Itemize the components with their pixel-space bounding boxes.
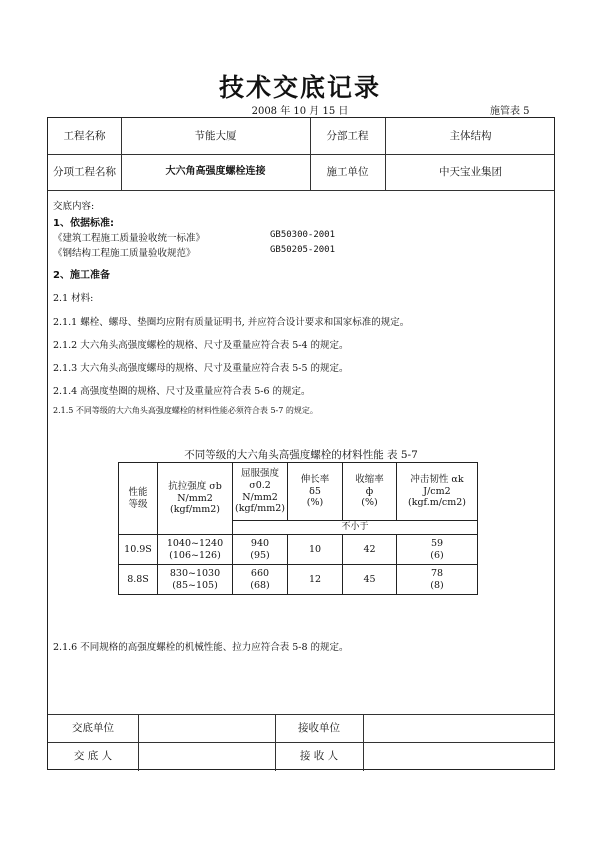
- row-impact: 59 (6): [397, 535, 478, 565]
- content-intro: 交底内容:: [53, 201, 95, 212]
- receiver-unit-label: 接收单位: [298, 722, 340, 734]
- form-number: 施管表 5: [490, 106, 530, 117]
- giver-unit-label: 交底单位: [72, 722, 114, 734]
- receiver-person-label: 接 收 人: [299, 750, 339, 762]
- row-reduction: 42: [343, 535, 397, 565]
- row-reduction: 45: [343, 565, 397, 595]
- row-tensile: 1040~1240 (106~126): [158, 535, 233, 565]
- division-label: 分部工程: [326, 130, 369, 142]
- col-header-impact: 冲击韧性 αk J/cm2 (kgf.m/cm2): [397, 463, 478, 521]
- col-header-elongation: 伸长率 δ5 (%): [288, 463, 343, 521]
- subitem-value: 大六角高强度螺栓连接: [165, 166, 266, 177]
- col-header-tensile: 抗拉强度 σb N/mm2 (kgf/mm2): [158, 463, 233, 535]
- col-header-yield: 屈服强度 σ0.2 N/mm2 (kgf/mm2): [233, 463, 288, 521]
- project-name-value: 节能大厦: [194, 130, 237, 142]
- receiver-person-field[interactable]: [363, 742, 556, 770]
- row-grade: 8.8S: [119, 565, 158, 595]
- paragraph-2-1-1: 2.1.1 螺栓、螺母、垫圈均应附有质量证明书, 并应符合设计要求和国家标准的规定。: [53, 317, 410, 328]
- project-name-label: 工程名称: [63, 130, 106, 142]
- paragraph-2-1-3: 2.1.3 大六角头高强度螺母的规格、尺寸及重量应符合表 5-5 的规定。: [53, 363, 349, 374]
- construction-unit-value: 中天宝业集团: [439, 166, 502, 178]
- paragraph-2-1-4: 2.1.4 高强度垫圈的规格、尺寸及重量应符合表 5-6 的规定。: [53, 386, 311, 397]
- preparation-heading: 2、施工准备: [53, 270, 110, 281]
- subitem-label: 分项工程名称: [53, 166, 116, 178]
- row-tensile: 830~1030 (85~105): [158, 565, 233, 595]
- material-table-caption: 不同等级的大六角头高强度螺栓的材料性能 表 5-7: [184, 449, 418, 461]
- record-form: [47, 117, 555, 770]
- standard-2-code: GB50205-2001: [270, 245, 336, 255]
- paragraph-2-1-2: 2.1.2 大六角头高强度螺栓的规格、尺寸及重量应符合表 5-4 的规定。: [53, 340, 349, 351]
- row-yield: 940 (95): [233, 535, 288, 565]
- row-yield: 660 (68): [233, 565, 288, 595]
- giver-person-label: 交 底 人: [73, 750, 113, 762]
- giver-person-field[interactable]: [138, 742, 275, 770]
- row-elongation: 10: [288, 535, 343, 565]
- paragraph-2-1-5: 2.1.5 不同等级的大六角头高强度螺栓的材料性能必须符合表 5-7 的规定。: [53, 406, 318, 415]
- col-header-grade: 性能 等级: [119, 463, 158, 535]
- receiver-unit-field[interactable]: [363, 714, 556, 742]
- min-value-note: 不小于: [233, 521, 478, 535]
- table-row: [119, 565, 478, 595]
- standard-2-name: 《钢结构工程施工质量验收规范》: [53, 248, 196, 259]
- document-date: 2008 年 10 月 15 日: [251, 106, 349, 117]
- row-grade: 10.9S: [119, 535, 158, 565]
- paragraph-2-1-6: 2.1.6 不同规格的高强度螺栓的机械性能、拉力应符合表 5-8 的规定。: [53, 642, 349, 653]
- basis-heading: 1、依据标准:: [53, 218, 114, 229]
- material-properties-table: [118, 462, 478, 595]
- construction-unit-label: 施工单位: [326, 166, 369, 178]
- document-title: 技术交底记录: [218, 73, 381, 102]
- paragraph-2-1: 2.1 材料:: [53, 293, 94, 304]
- row-elongation: 12: [288, 565, 343, 595]
- table-row: [119, 535, 478, 565]
- standard-1-name: 《建筑工程施工质量验收统一标准》: [53, 233, 206, 244]
- standard-1-code: GB50300-2001: [270, 230, 336, 240]
- giver-unit-field[interactable]: [138, 714, 275, 742]
- division-value: 主体结构: [449, 130, 492, 142]
- row-impact: 78 (8): [397, 565, 478, 595]
- col-header-reduction: 收缩率 ф (%): [343, 463, 397, 521]
